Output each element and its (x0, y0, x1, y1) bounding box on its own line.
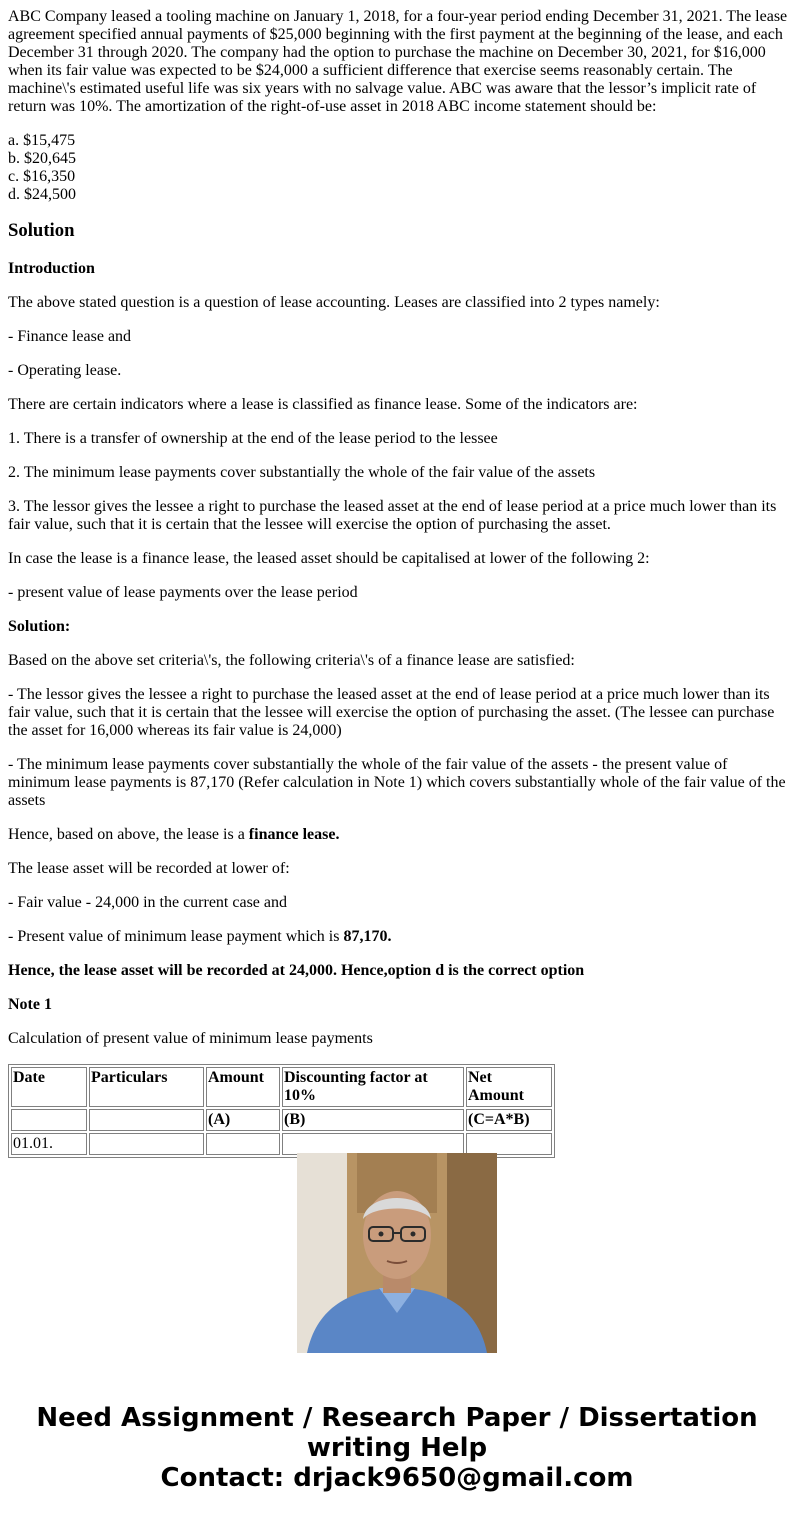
subheader-cell (89, 1109, 204, 1131)
option-b: b. $20,645 (8, 150, 76, 167)
header-cell-date: Date (11, 1067, 87, 1107)
solution-heading: Solution (8, 220, 75, 241)
record-present-value: - Present value of minimum lease payment which is 87,170. (8, 928, 392, 945)
conclusion: Hence, the lease asset will be recorded at 24,000. Hence,option d is the correct option (8, 962, 585, 979)
author-avatar (297, 1153, 497, 1353)
option-d: d. $24,500 (8, 186, 76, 203)
table-row (11, 1133, 552, 1155)
capitalise-text: In case the lease is a finance lease, the leased asset should be capitalised at lower of the following 2: (8, 550, 650, 567)
finance-lease-statement: Hence, based on above, the lease is a finance lease. (8, 826, 340, 843)
lease-type-finance: - Finance lease and (8, 328, 132, 345)
subheader-cell (11, 1109, 87, 1131)
solution-label: Solution: (8, 618, 71, 635)
document-content (8, 8, 788, 1152)
promo-line-1: Need Assignment / Research Paper / Dissertation (36, 1403, 758, 1433)
table-cell (466, 1133, 552, 1155)
note-heading: Note 1 (8, 996, 52, 1013)
capitalise-item: - present value of lease payments over the lease period (8, 584, 358, 601)
pv-calculation-table (8, 1064, 555, 1158)
indicator-2: 2. The minimum lease payments cover substantially the whole of the fair value of the assets (8, 464, 596, 481)
intro-text: The above stated question is a question of lease accounting. Leases are classified into 2 types namely: (8, 294, 660, 311)
table-subheader-row (11, 1109, 552, 1131)
criteria-2: - The minimum lease payments cover substantially the whole of the fair value of the assets - the present value of minimum lease payments is 87,170 (Refer calculation in Note 1) which covers substantially whole of the fair value of the assets (8, 756, 786, 809)
lease-type-operating: - Operating lease. (8, 362, 122, 379)
promo-contact: Contact: drjack9650@gmail.com (160, 1463, 634, 1493)
record-fair-value: - Fair value - 24,000 in the current case and (8, 894, 288, 911)
introduction-heading: Introduction (8, 260, 95, 277)
table-cell (282, 1133, 464, 1155)
note-text: Calculation of present value of minimum lease payments (8, 1030, 373, 1047)
subheader-cell: (B) (282, 1109, 464, 1131)
header-cell-particulars: Particulars (89, 1067, 204, 1107)
table-cell: 01.01. (11, 1133, 87, 1155)
indicator-1: 1. There is a transfer of ownership at the end of the lease period to the lessee (8, 430, 498, 447)
table-header-row (11, 1067, 552, 1107)
header-cell-net: Net Amount (466, 1067, 552, 1107)
question-text: ABC Company leased a tooling machine on January 1, 2018, for a four-year period ending December 31, 2021. The lease agreement specified annual payments of $25,000 beginning with the first payment at the beginning of the lease, and each December 31 through 2020. The company had the option to purchase the machine on December 30, 2021, for $16,000 when its fair value was expected to be $24,000 a sufficient difference that exercise seems reasonably certain. The machine\'s estimated useful life was six years with no salvage value. ABC was aware that the lessor’s implicit rate of return was 10%. The amortization of the right-of-use asset in 2018 ABC income statement should be: (8, 8, 788, 115)
subheader-cell: (C=A*B) (466, 1109, 552, 1131)
criteria-intro: Based on the above set criteria\'s, the following criteria\'s of a finance lease are satisfied: (8, 652, 575, 669)
promo-banner (0, 1403, 794, 1493)
table-cell (206, 1133, 280, 1155)
option-c: c. $16,350 (8, 168, 76, 185)
indicator-3: 3. The lessor gives the lessee a right to purchase the leased asset at the end of lease period at a price much lower than its fair value, such that it is certain that the lessee will exercise the option of purchasing the asset. (8, 498, 777, 533)
subheader-cell: (A) (206, 1109, 280, 1131)
criteria-1: - The lessor gives the lessee a right to purchase the leased asset at the end of lease period at a price much lower than its fair value, such that it is certain that the lessee will exercise the option of purchasing the asset. (The lessee can purchase the asset for 16,000 whereas its fair value is 24,000) (8, 686, 775, 739)
header-cell-discount: Discounting factor at 10% (282, 1067, 464, 1107)
header-cell-amount: Amount (206, 1067, 280, 1107)
record-intro: The lease asset will be recorded at lower of: (8, 860, 290, 877)
table-cell (89, 1133, 204, 1155)
answer-options (8, 132, 788, 204)
indicators-intro: There are certain indicators where a lease is classified as finance lease. Some of the indicators are: (8, 396, 638, 413)
option-a: a. $15,475 (8, 132, 76, 149)
author-portrait-image (297, 1153, 497, 1353)
promo-line-2: writing Help (306, 1433, 488, 1463)
